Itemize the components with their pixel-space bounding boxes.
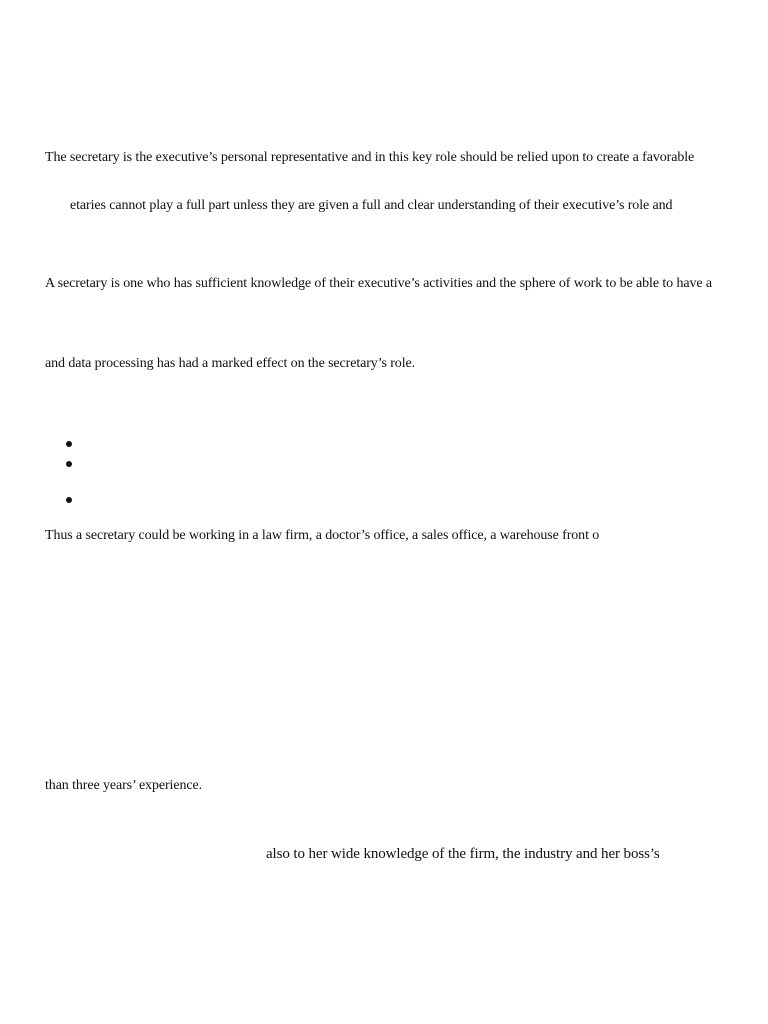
- bullet-1: [66, 441, 72, 447]
- text-line-1: The secretary is the executive’s personal representative and in this key role should be relied upon to create a favorable: [45, 150, 695, 165]
- text-line-3: A secretary is one who has sufficient knowledge of their executive’s activities and the sphere of work to be able to have a: [45, 276, 712, 291]
- text-line-5: Thus a secretary could be working in a law firm, a doctor’s office, a sales office, a warehouse front o: [45, 528, 600, 543]
- bullet-3: [66, 497, 72, 503]
- bullet-2: [66, 461, 72, 467]
- text-line-6: than three years’ experience.: [45, 778, 202, 793]
- text-line-2: etaries cannot play a full part unless they are given a full and clear understanding of their executive’s role and: [70, 198, 673, 213]
- text-line-4: and data processing has had a marked effect on the secretary’s role.: [45, 356, 416, 371]
- text-line-7: also to her wide knowledge of the firm, the industry and her boss’s: [266, 846, 660, 862]
